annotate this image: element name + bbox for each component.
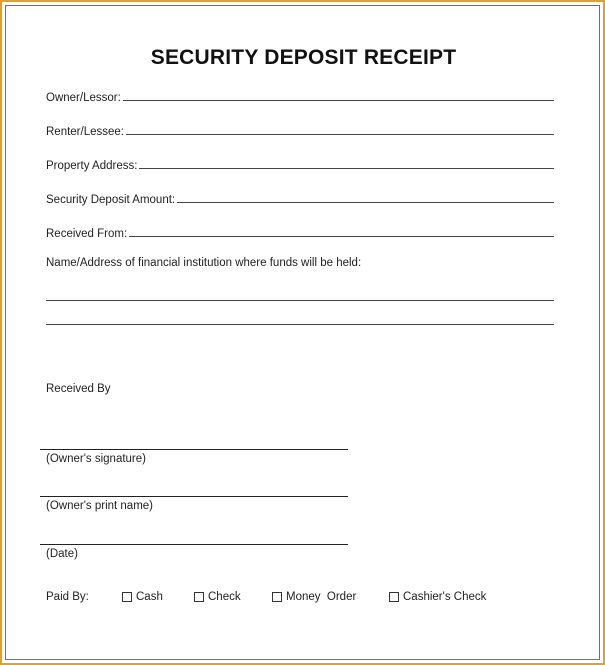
money-order-option[interactable] bbox=[272, 591, 356, 603]
received-from-label: Received From: bbox=[46, 228, 128, 240]
received-from-line[interactable] bbox=[129, 236, 554, 237]
cash-checkbox[interactable] bbox=[122, 592, 132, 602]
owner-print-name-line[interactable] bbox=[40, 496, 348, 497]
cash-option[interactable] bbox=[122, 591, 163, 603]
owner-signature-caption: (Owner's signature) bbox=[46, 453, 146, 465]
money-order-checkbox[interactable] bbox=[272, 592, 282, 602]
property-address-line[interactable] bbox=[139, 168, 554, 169]
owner-lessor-field[interactable] bbox=[46, 86, 554, 104]
financial-institution-line-2[interactable] bbox=[46, 324, 554, 325]
page-inner-border bbox=[5, 5, 600, 660]
received-by-label: Received By bbox=[46, 383, 111, 395]
deposit-amount-label: Security Deposit Amount: bbox=[46, 194, 176, 206]
owner-lessor-label: Owner/Lessor: bbox=[46, 92, 121, 104]
date-line[interactable] bbox=[40, 544, 348, 545]
financial-institution-label: Name/Address of financial institution where funds will be held: bbox=[46, 257, 362, 269]
renter-lessee-field[interactable] bbox=[46, 120, 554, 138]
property-address-field[interactable] bbox=[46, 154, 554, 172]
owner-lessor-line[interactable] bbox=[123, 100, 554, 101]
check-option[interactable] bbox=[194, 591, 241, 603]
financial-institution-line-1[interactable] bbox=[46, 300, 554, 301]
renter-lessee-label: Renter/Lessee: bbox=[46, 126, 124, 138]
cashiers-check-option[interactable] bbox=[389, 591, 486, 603]
property-address-label: Property Address: bbox=[46, 160, 138, 172]
deposit-amount-line[interactable] bbox=[177, 202, 554, 203]
check-checkbox[interactable] bbox=[194, 592, 204, 602]
received-from-field[interactable] bbox=[46, 222, 554, 240]
cash-option-label: Cash bbox=[136, 591, 163, 603]
form-title: SECURITY DEPOSIT RECEIPT bbox=[150, 46, 457, 69]
money-order-option-label: Money Order bbox=[286, 591, 357, 603]
owner-signature-line[interactable] bbox=[40, 449, 348, 450]
renter-lessee-line[interactable] bbox=[126, 134, 554, 135]
date-caption: (Date) bbox=[46, 548, 78, 560]
deposit-amount-field[interactable] bbox=[46, 188, 554, 206]
paid-by-label: Paid By: bbox=[46, 591, 89, 603]
check-option-label: Check bbox=[208, 591, 241, 603]
cashiers-check-checkbox[interactable] bbox=[389, 592, 399, 602]
owner-print-name-caption: (Owner's print name) bbox=[46, 500, 154, 512]
cashiers-check-option-label: Cashier's Check bbox=[403, 591, 487, 603]
